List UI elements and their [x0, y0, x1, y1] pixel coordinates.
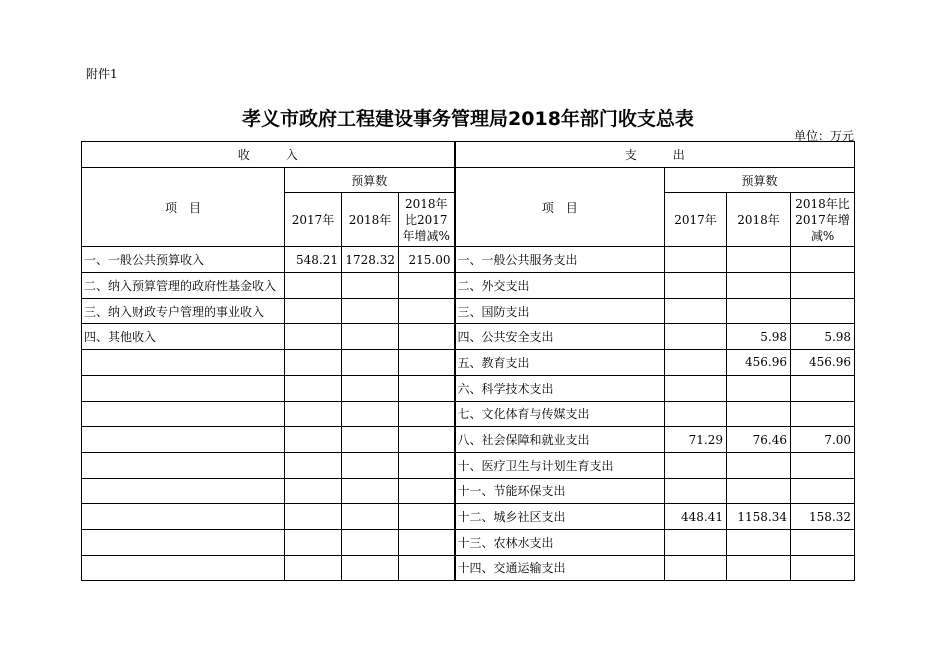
income-2018-cell — [342, 298, 399, 324]
expense-2018-cell — [727, 401, 791, 427]
expense-change-cell: 158.32 — [791, 504, 855, 530]
expense-item-cell: 四、公共安全支出 — [455, 324, 665, 350]
unit-label: 单位：万元 — [793, 129, 854, 143]
expense-2018-cell — [727, 298, 791, 324]
income-2017-cell — [285, 504, 342, 530]
attachment-label: 附件1 — [86, 67, 118, 81]
expense-change-cell: 456.96 — [791, 350, 855, 376]
income-change-cell — [399, 298, 455, 324]
expense-2017-cell — [665, 350, 727, 376]
expense-budget-header: 预算数 — [665, 167, 855, 193]
income-budget-header: 预算数 — [285, 167, 455, 193]
expense-2017-header: 2017年 — [665, 193, 727, 247]
table-row — [82, 350, 855, 376]
page-title: 孝义市政府工程建设事务管理局2018年部门收支总表 — [242, 108, 694, 130]
table-row — [82, 324, 855, 350]
expense-item-cell: 十四、交通运输支出 — [455, 555, 665, 581]
table-row — [82, 529, 855, 555]
income-change-header: 2018年比2017年增减% — [399, 193, 455, 247]
expense-2018-cell: 456.96 — [727, 350, 791, 376]
table-row — [82, 478, 855, 504]
income-item-header: 项 目 — [82, 167, 285, 247]
expense-item-header: 项 目 — [455, 167, 665, 247]
income-change-cell — [399, 273, 455, 299]
income-2017-cell — [285, 298, 342, 324]
income-2018-cell — [342, 350, 399, 376]
income-2017-cell — [285, 401, 342, 427]
income-change-cell — [399, 350, 455, 376]
expense-2017-cell — [665, 375, 727, 401]
table-row — [82, 555, 855, 581]
income-item-cell: 四、其他收入 — [82, 324, 285, 350]
expense-2018-cell — [727, 555, 791, 581]
table-row — [82, 401, 855, 427]
expense-2018-cell — [727, 273, 791, 299]
expense-2017-cell: 448.41 — [665, 504, 727, 530]
expense-item-cell: 二、外交支出 — [455, 273, 665, 299]
income-2017-cell — [285, 375, 342, 401]
expense-item-cell: 五、教育支出 — [455, 350, 665, 376]
income-item-cell — [82, 350, 285, 376]
income-2017-cell — [285, 452, 342, 478]
income-2018-header: 2018年 — [342, 193, 399, 247]
expense-change-header: 2018年比2017年增减% — [791, 193, 855, 247]
budget-summary-table — [81, 141, 855, 581]
income-2017-header: 2017年 — [285, 193, 342, 247]
expense-item-cell: 七、文化体育与传媒支出 — [455, 401, 665, 427]
income-2017-cell — [285, 273, 342, 299]
expense-2018-cell — [727, 452, 791, 478]
income-item-cell — [82, 478, 285, 504]
expense-2018-cell — [727, 375, 791, 401]
expense-2017-cell — [665, 247, 727, 273]
income-section-header: 收 入 — [82, 142, 455, 168]
section-header-row — [82, 142, 855, 168]
income-change-cell: 215.00 — [399, 247, 455, 273]
income-change-cell — [399, 375, 455, 401]
expense-item-cell: 十、医疗卫生与计划生育支出 — [455, 452, 665, 478]
income-item-cell: 三、纳入财政专户管理的事业收入 — [82, 298, 285, 324]
expense-change-cell — [791, 298, 855, 324]
income-2018-cell — [342, 504, 399, 530]
income-item-cell — [82, 375, 285, 401]
expense-2018-cell — [727, 529, 791, 555]
expense-change-cell: 5.98 — [791, 324, 855, 350]
income-change-cell — [399, 478, 455, 504]
income-item-cell — [82, 401, 285, 427]
expense-change-cell — [791, 555, 855, 581]
expense-item-cell: 十二、城乡社区支出 — [455, 504, 665, 530]
table-row — [82, 298, 855, 324]
income-item-cell: 二、纳入预算管理的政府性基金收入 — [82, 273, 285, 299]
expense-2017-cell — [665, 478, 727, 504]
expense-2018-cell: 76.46 — [727, 427, 791, 453]
expense-item-cell: 三、国防支出 — [455, 298, 665, 324]
table-row — [82, 504, 855, 530]
expense-2017-cell — [665, 324, 727, 350]
income-2017-cell — [285, 529, 342, 555]
expense-2017-cell — [665, 529, 727, 555]
income-2018-cell — [342, 529, 399, 555]
table-row — [82, 427, 855, 453]
income-item-cell — [82, 427, 285, 453]
expense-change-cell — [791, 478, 855, 504]
expense-item-cell: 六、科学技术支出 — [455, 375, 665, 401]
budget-header-row — [82, 167, 855, 193]
income-2017-cell — [285, 427, 342, 453]
income-item-cell: 一、一般公共预算收入 — [82, 247, 285, 273]
expense-2018-cell — [727, 478, 791, 504]
expense-change-cell — [791, 273, 855, 299]
income-2018-cell — [342, 452, 399, 478]
expense-item-cell: 一、一般公共服务支出 — [455, 247, 665, 273]
income-item-cell — [82, 452, 285, 478]
table-row — [82, 452, 855, 478]
income-2017-cell — [285, 324, 342, 350]
table-row — [82, 247, 855, 273]
expense-change-cell: 7.00 — [791, 427, 855, 453]
income-2017-cell — [285, 478, 342, 504]
income-2018-cell — [342, 324, 399, 350]
table-row — [82, 273, 855, 299]
expense-2017-cell — [665, 452, 727, 478]
expense-2018-cell: 5.98 — [727, 324, 791, 350]
income-2017-cell — [285, 555, 342, 581]
expense-item-cell: 十一、节能环保支出 — [455, 478, 665, 504]
income-change-cell — [399, 401, 455, 427]
income-2017-cell: 548.21 — [285, 247, 342, 273]
expense-change-cell — [791, 401, 855, 427]
income-2018-cell — [342, 427, 399, 453]
expense-2017-cell — [665, 273, 727, 299]
income-item-cell — [82, 555, 285, 581]
income-change-cell — [399, 427, 455, 453]
income-change-cell — [399, 555, 455, 581]
income-change-cell — [399, 452, 455, 478]
income-change-cell — [399, 504, 455, 530]
income-2017-cell — [285, 350, 342, 376]
income-item-cell — [82, 529, 285, 555]
expense-section-header: 支 出 — [455, 142, 855, 168]
expense-2017-cell — [665, 555, 727, 581]
income-2018-cell: 1728.32 — [342, 247, 399, 273]
expense-change-cell — [791, 452, 855, 478]
expense-change-cell — [791, 529, 855, 555]
income-2018-cell — [342, 273, 399, 299]
expense-2018-cell: 1158.34 — [727, 504, 791, 530]
income-2018-cell — [342, 478, 399, 504]
expense-2017-cell — [665, 401, 727, 427]
expense-2017-cell — [665, 298, 727, 324]
expense-2018-cell — [727, 247, 791, 273]
income-2018-cell — [342, 375, 399, 401]
expense-item-cell: 十三、农林水支出 — [455, 529, 665, 555]
expense-item-cell: 八、社会保障和就业支出 — [455, 427, 665, 453]
income-change-cell — [399, 324, 455, 350]
income-2018-cell — [342, 401, 399, 427]
expense-change-cell — [791, 247, 855, 273]
income-2018-cell — [342, 555, 399, 581]
table-row — [82, 375, 855, 401]
income-item-cell — [82, 504, 285, 530]
expense-2018-header: 2018年 — [727, 193, 791, 247]
expense-2017-cell: 71.29 — [665, 427, 727, 453]
income-change-cell — [399, 529, 455, 555]
expense-change-cell — [791, 375, 855, 401]
